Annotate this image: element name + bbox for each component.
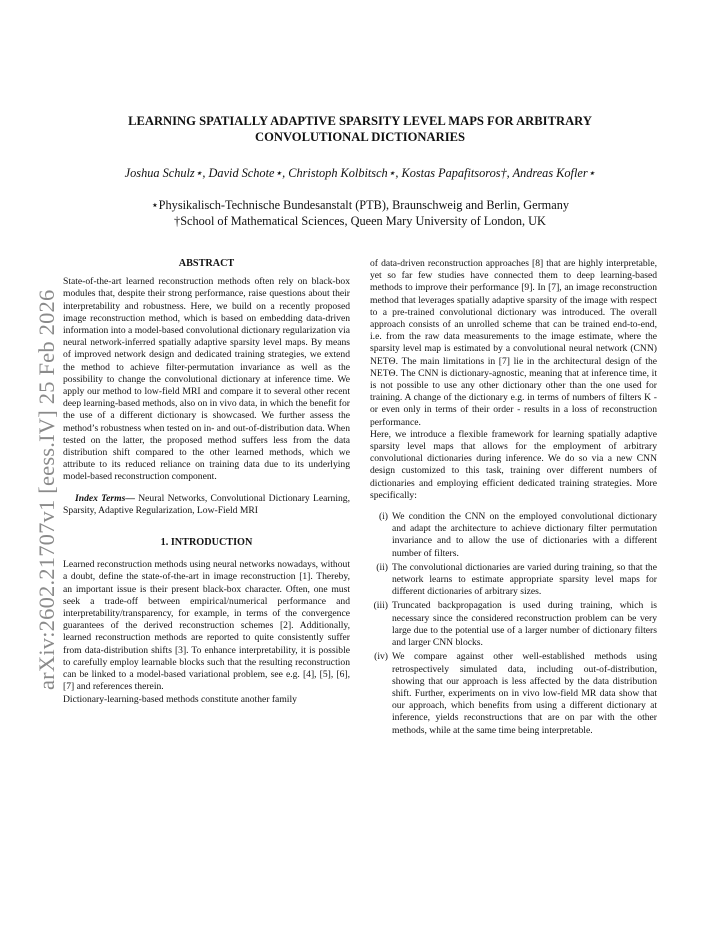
intro-paragraph-3: of data-driven reconstruction approaches [8] that are highly interpretable, yet so far few studies have connected them to deep learning-based methods to improve their performance [9]. In [7], an image reconstruction method that leverages spatially adaptive sparsity of the image with respect to a pre-trained convolutional dictionary was introduced. The overall approach consists of an unrolled scheme that can be trained end-to-end, i.e. from the raw data measurements to the image estimate, where the sparsity level map is estimated by a convolutional neural network (CNN) NETΘ. The main limitations in [7] lie in the architectural design of the NETΘ. The CNN is dictionary-agnostic, meaning that at inference time, it is not possible to use any other dictionary other than the one used for training. A change of the dictionary e.g. in terms of numbers of filters K - or even only in terms of their order - results in a loss of reconstruction performance. (370, 258, 657, 428)
author-list: Joshua Schulz⋆, David Schote⋆, Christoph Kolbitsch⋆, Kostas Papafitsoros†, Andreas Kofler⋆ (124, 166, 596, 180)
left-column (63, 258, 350, 706)
contribution-number: (ii) (376, 561, 388, 573)
intro-paragraph-4: Here, we introduce a flexible framework for learning spatially adaptive sparsity level maps that allows for the employment of arbitrary convolutional dictionaries during inference. We do so via a new CNN design customized to this task, training over different numbers of dictionaries and employing efficient dedicated training strategies. More specifically: (370, 428, 657, 501)
contribution-list (370, 511, 657, 737)
right-column (370, 258, 657, 739)
contribution-item (370, 600, 657, 649)
contribution-item (370, 562, 657, 599)
affiliation-qmul: †School of Mathematical Sciences, Queen Mary University of London, UK (174, 214, 546, 228)
contribution-item (370, 511, 657, 560)
contribution-text: We compare against other well-established methods using retrospectively simulated data, including out-of-distribution, showing that our approach is less affected by the data distribution shift. Further, experiments on in vivo low-field MR data show that our approach, which benefits from using a different dictionary at inference, yields reconstructions that are on par with the other methods, while at the same time being interpretable. (392, 651, 657, 736)
contribution-number: (i) (378, 511, 388, 523)
index-terms-text: Neural Networks, Convolutional Dictionary Learning, Sparsity, Adaptive Regularization, Low-Field MRI (63, 492, 350, 516)
abstract-heading: ABSTRACT (178, 258, 235, 269)
affiliation-ptb: ⋆Physikalisch-Technische Bundesanstalt (PTB), Braunschweig and Berlin, Germany (150, 198, 569, 212)
intro-paragraph-2: Dictionary-learning-based methods constitute another family (63, 693, 297, 705)
arxiv-sidebar (0, 250, 60, 690)
contribution-text: We condition the CNN on the employed convolutional dictionary and adapt the architecture to achieve dictionary filter permutation invariance and to allow the use of dictionaries with a different number of filters. (392, 511, 657, 559)
contribution-number: (iii) (373, 600, 388, 612)
affiliations (70, 197, 650, 229)
contribution-text: The convolutional dictionaries are varied during training, so that the network learns to estimate appropriate sparsity level maps for different dictionaries of arbitrary sizes. (392, 561, 657, 598)
contribution-text: Truncated backpropagation is used during training, which is necessary since the considered reconstruction problem can be very large due to the potential use of a larger number of dictionary filters and larger CNN blocks. (392, 600, 657, 649)
paper-title: LEARNING SPATIALLY ADAPTIVE SPARSITY LEVEL MAPS FOR ARBITRARY CONVOLUTIONAL DICTIONARIES (128, 114, 592, 144)
contribution-item (370, 651, 657, 736)
index-terms (63, 493, 350, 517)
abstract-text: State-of-the-art learned reconstruction methods often rely on black-box modules that, despite their strong performance, raise questions about their interpretability and robustness. Here, we build on a recently proposed image reconstruction method, which is based on embedding data-driven information into a model-based convolutional dictionary regularization via neural network-inferred spatially adaptive sparsity level maps. By means of improved network design and dedicated training strategies, we extend the method to achieve filter-permutation invariance as well as the possibility to change the convolutional dictionary at inference time. We apply our method to low-field MRI and compare it to several other recent deep learning-based methods, also on in vivo data, in which the benefit for the use of a different dictionary is showcased. We further assess the method’s robustness when tested on in- and out-of-distribution data. When tested on the latter, the proposed method suffers less from the data distribution shift compared to the other learned methods, which we attribute to its reduced reliance on training data due to its underlying model-based reconstruction component. (63, 276, 350, 483)
arxiv-identifier: arXiv:2602.21707v1 [eess.IV] 25 Feb 2026 (34, 289, 59, 690)
intro-paragraph-1: Learned reconstruction methods using neural networks nowadays, without a doubt, define the state-of-the-art in image reconstruction [1]. Thereby, an important issue is their present black-box character. Often, one must seek a trade-off between empirical/numerical performance and interpretability/transparency, for example, in terms of the convergence guarantees of the derived reconstruction schemes [2]. Additionally, learned reconstruction methods are reported to quite consistently suffer from data-distribution shifts [3]. To enhance interpretability, it is possible to carefully employ learnable blocks such that the resulting reconstruction can be linked to a model-based variational problem, see e.g. [4], [5], [6], [7] and references therein. (63, 559, 350, 693)
introduction-heading: 1. INTRODUCTION (160, 537, 253, 549)
contribution-number: (iv) (374, 651, 388, 663)
index-terms-label: Index Terms— (75, 492, 135, 504)
